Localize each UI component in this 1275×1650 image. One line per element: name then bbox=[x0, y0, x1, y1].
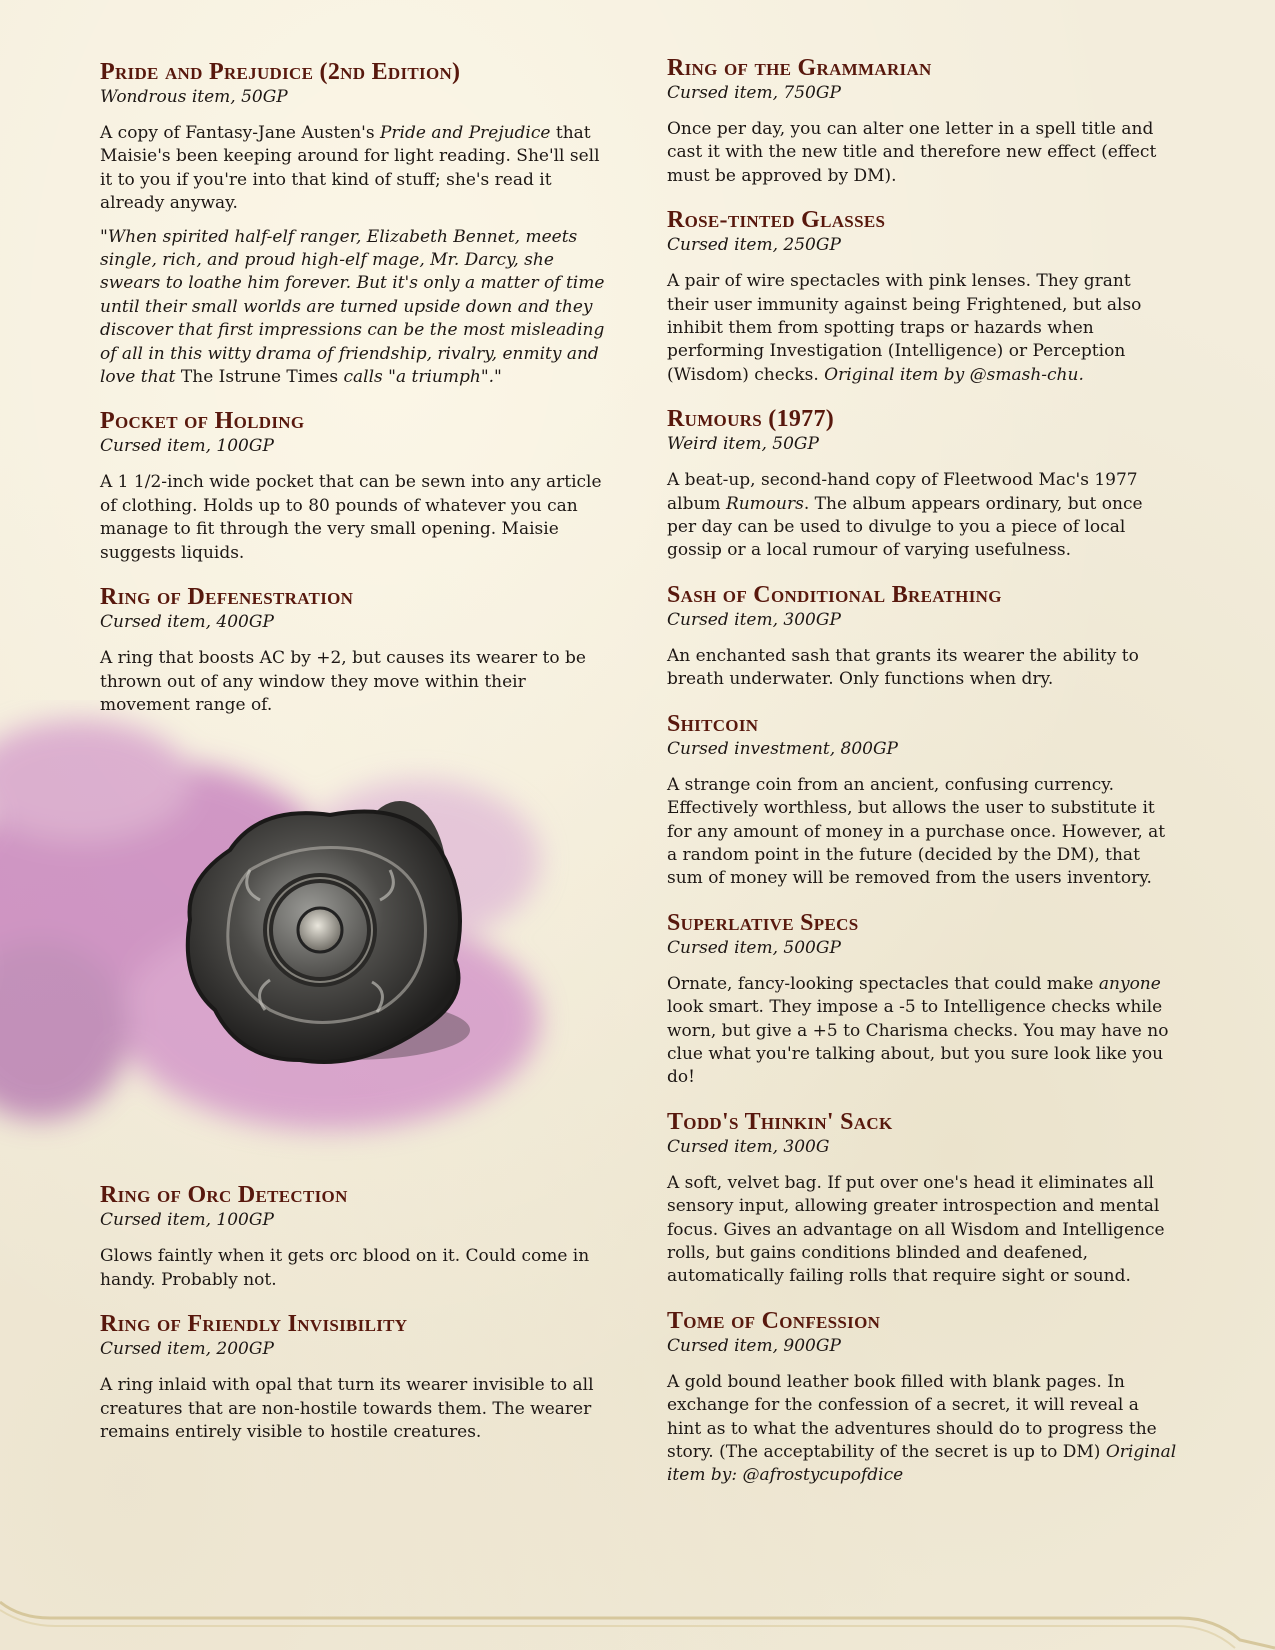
item-pocket-of-holding bbox=[100, 407, 615, 565]
item-description: A copy of Fantasy-Jane Austen's Pride and Prejudice that Maisie's been keeping around for light reading. She'll sell it to you if you're into that kind of stuff; she's read it already anyway. bbox=[100, 123, 600, 214]
item-description: An enchanted sash that grants its wearer the ability to breath underwater. Only functions when dry. bbox=[667, 645, 1139, 690]
item-credit: Original item by @smash-chu. bbox=[824, 364, 1084, 385]
item-subtitle: Cursed item, 100GP bbox=[100, 1210, 274, 1231]
item-ring-of-orc-detection bbox=[100, 1181, 615, 1292]
item-title: Ring of Defenestration bbox=[100, 584, 354, 611]
item-subtitle: Cursed item, 300G bbox=[667, 1136, 830, 1157]
item-subtitle: Cursed investment, 800GP bbox=[667, 738, 898, 759]
item-title: Ring of Orc Detection bbox=[100, 1182, 348, 1209]
item-sash-of-conditional-breathing bbox=[667, 581, 1177, 692]
item-credit: Original item by: @afrostycupofdice bbox=[667, 1442, 1177, 1486]
item-tome-of-confession bbox=[667, 1307, 1177, 1488]
left-column bbox=[100, 58, 615, 1462]
item-subtitle: Cursed item, 250GP bbox=[667, 235, 841, 256]
item-subtitle: Cursed item, 200GP bbox=[100, 1339, 274, 1360]
item-ring-of-friendly-invisibility bbox=[100, 1310, 615, 1444]
item-description: A 1 1/2-inch wide pocket that can be sewn into any article of clothing. Holds up to 80 pounds of whatever you can manage to fit through the very small opening. Maisie suggests liquids. bbox=[100, 472, 602, 563]
item-title: Ring of Friendly Invisibility bbox=[100, 1311, 408, 1338]
item-description: Once per day, you can alter one letter in a spell title and cast it with the new title and therefore new effect (effect must be approved by DM). bbox=[667, 119, 1157, 186]
item-title: Pocket of Holding bbox=[100, 408, 305, 435]
item-description: Glows faintly when it gets orc blood on it. Could come in handy. Probably not. bbox=[100, 1246, 590, 1290]
item-subtitle: Cursed item, 750GP bbox=[667, 83, 841, 103]
item-subtitle: Cursed item, 400GP bbox=[100, 612, 274, 633]
item-title: Superlative Specs bbox=[667, 909, 859, 936]
item-todds-thinkin-sack bbox=[667, 1108, 1177, 1289]
item-title: Rumours (1977) bbox=[667, 406, 835, 433]
illustration-spacer bbox=[100, 735, 615, 1181]
item-subtitle: Weird item, 50GP bbox=[667, 434, 819, 455]
item-title: Tome of Confession bbox=[667, 1307, 881, 1334]
item-description: Ornate, fancy-looking spectacles that could make anyone look smart. They impose a -5 to Intelligence checks while worn, but give a +5 to Charisma checks. You may have no clue what you're talking about, but you sure look like you do! bbox=[667, 973, 1169, 1088]
item-subtitle: Cursed item, 300GP bbox=[667, 609, 841, 630]
item-subtitle: Cursed item, 500GP bbox=[667, 937, 841, 958]
item-pride-and-prejudice bbox=[100, 58, 615, 389]
footer-decoration bbox=[0, 1600, 1275, 1650]
item-quote: "When spirited half-elf ranger, Elizabeth Bennet, meets single, rich, and proud high-elf mage, Mr. Darcy, she swears to loathe him forever. But it's only a matter of time until their small worlds are turned upside down and they discover that first impressions can be the most misleading of all in this witty drama of friendship, rivalry, enmity and love that The Istrune Times calls "a triumph"." bbox=[100, 226, 605, 388]
right-column bbox=[667, 54, 1177, 1506]
item-description: A beat-up, second-hand copy of Fleetwood Mac's 1977 album Rumours. The album appears ordinary, but once per day can be used to divulge to you a piece of local gossip or a local rumour of varying usefulness. bbox=[667, 470, 1143, 561]
item-superlative-specs bbox=[667, 909, 1177, 1090]
item-subtitle: Cursed item, 900GP bbox=[667, 1335, 841, 1356]
item-description: A ring inlaid with opal that turn its wearer invisible to all creatures that are non-hostile towards them. The wearer remains entirely visible to hostile creatures. bbox=[100, 1375, 594, 1442]
item-title: Todd's Thinkin' Sack bbox=[667, 1108, 893, 1135]
item-description: A soft, velvet bag. If put over one's head it eliminates all sensory input, allowing greater introspection and mental focus. Gives an advantage on all Wisdom and Intelligence rolls, but gains conditions blinded and deafened, automatically failing rolls that require sight or sound. bbox=[667, 1172, 1165, 1287]
item-title: Ring of the Grammarian bbox=[667, 55, 932, 81]
item-title: Sash of Conditional Breathing bbox=[667, 581, 1002, 608]
item-title: Rose-tinted Glasses bbox=[667, 207, 886, 234]
item-description: A ring that boosts AC by +2, but causes its wearer to be thrown out of any window they move within their movement range of. bbox=[100, 648, 586, 715]
item-description: A gold bound leather book filled with blank pages. In exchange for the confession of a secret, it will reveal a hint as to what the adventures should do to progress the story. (The acceptability of the secret is up to DM) Original item by: @afrostycupofdice bbox=[667, 1371, 1177, 1486]
item-description: A strange coin from an ancient, confusing currency. Effectively worthless, but allows the user to substitute it for any amount of money in a purchase once. However, at a random point in the future (decided by the DM), that sum of money will be removed from the users inventory. bbox=[667, 774, 1166, 889]
item-rumours-1977 bbox=[667, 405, 1177, 563]
item-description: A pair of wire spectacles with pink lenses. They grant their user immunity against being Frightened, but also inhibit them from spotting traps or hazards when performing Investigation (Intelligence) or Perception (Wisdom) checks. Original item by @smash-chu. bbox=[667, 271, 1142, 385]
item-shitcoin bbox=[667, 710, 1177, 891]
item-ring-of-the-grammarian bbox=[667, 54, 1177, 188]
item-title: Pride and Prejudice (2nd Edition) bbox=[100, 59, 461, 85]
item-title: Shitcoin bbox=[667, 710, 759, 737]
item-subtitle: Wondrous item, 50GP bbox=[100, 87, 288, 107]
item-ring-of-defenestration bbox=[100, 583, 615, 717]
item-subtitle: Cursed item, 100GP bbox=[100, 436, 274, 457]
item-rose-tinted-glasses bbox=[667, 206, 1177, 387]
